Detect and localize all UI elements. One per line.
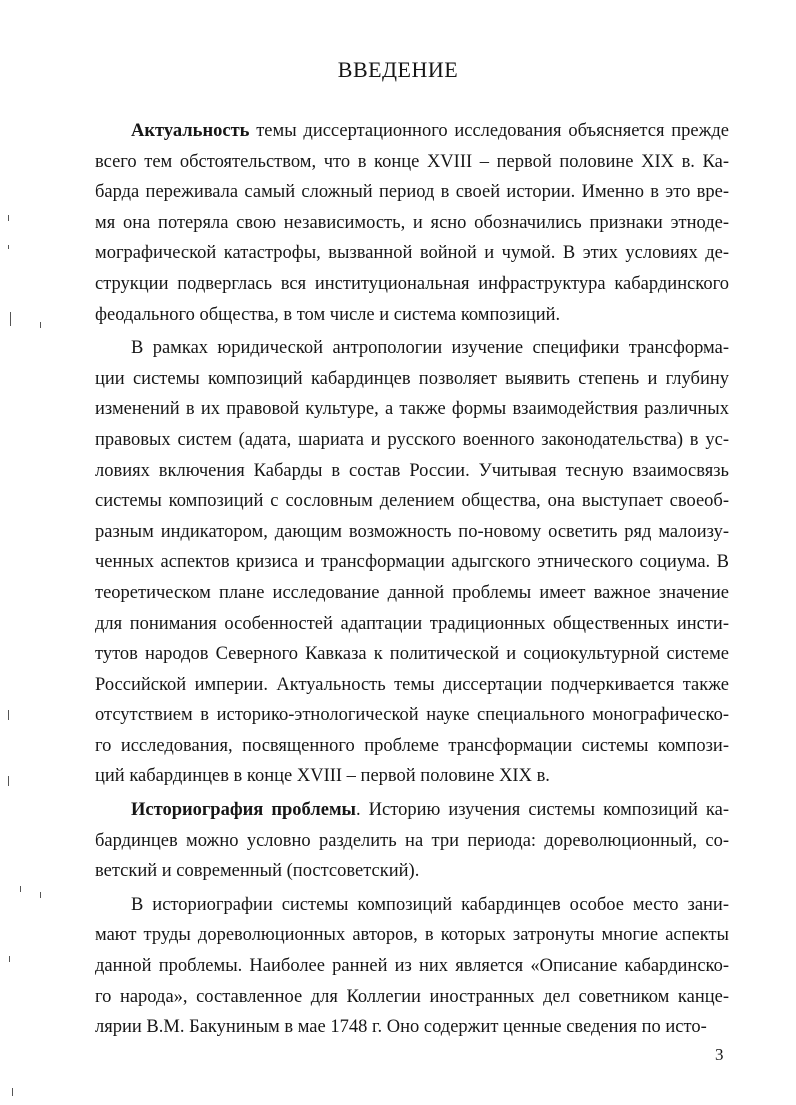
line-text: го народа», составленное для Коллегии иностранных дел советником канце-: [95, 986, 729, 1007]
line-text: бардинцев можно условно разделить на три периода: дореволюционный, со-: [95, 830, 729, 851]
text-line: [95, 300, 729, 331]
line-text: феодального общества, в том числе и система композиций.: [95, 304, 561, 325]
line-text: струкции подверглась вся институциональная инфраструктура кабардинского: [95, 273, 729, 294]
line-text: разным индикатором, дающим возможность по-новому осветить ряд малоизу-: [95, 521, 729, 542]
text-line: [95, 578, 729, 609]
line-text: В рамках юридической антропологии изучение специфики трансформа-: [131, 338, 729, 359]
text-line: [95, 486, 729, 517]
text-line: [95, 147, 729, 178]
line-text: мают труды дореволюционных авторов, в которых затронуты многие аспекты: [95, 925, 729, 946]
line-text: . Историю изучения системы композиций ка-: [355, 800, 729, 821]
line-text: мя она потеряла свою независимость, и ясно обозначились признаки этноде-: [95, 212, 729, 233]
text-line: [95, 920, 729, 951]
bold-term: Актуальность: [131, 121, 250, 141]
line-text: данной проблемы. Наиболее ранней из них является «Описание кабардинско-: [95, 956, 729, 977]
text-line: [95, 890, 729, 921]
text-line: [95, 1012, 729, 1043]
line-text: отсутствием в историко-этнологической науке специального монографическо-: [95, 705, 729, 726]
scan-speck: [8, 776, 9, 786]
line-text: Российской империи. Актуальность темы диссертации подчеркивается также: [95, 674, 729, 695]
paragraph-p1: [95, 116, 729, 330]
scan-speck: [12, 1088, 13, 1096]
text-line: [95, 425, 729, 456]
line-text: В историографии системы композиций кабардинцев особое место зани-: [131, 894, 729, 915]
scan-speck: [8, 710, 9, 720]
paragraph-p3: [95, 795, 729, 887]
scan-speck: [40, 322, 41, 328]
text-line: [95, 238, 729, 269]
text-line: [95, 856, 729, 887]
body-text: [95, 116, 729, 1043]
text-line: [95, 609, 729, 640]
line-text: мографической катастрофы, вызванной войной и чумой. В этих условиях де-: [95, 243, 729, 264]
scan-speck: [10, 312, 11, 326]
line-text: го исследования, посвященного проблеме трансформации системы компози-: [95, 735, 729, 756]
text-line: [95, 761, 729, 792]
line-text: ловиях включения Кабарды в состав России. Учитывая тесную взаимосвязь: [95, 460, 729, 481]
line-text: лярии В.М. Бакуниным в мае 1748 г. Оно содержит ценные сведения по исто-: [95, 1017, 707, 1038]
text-line: [95, 982, 729, 1013]
line-text: ций кабардинцев в конце XVIII – первой половине XIX в.: [95, 766, 550, 787]
text-line: [95, 795, 729, 826]
scan-speck: [40, 892, 41, 898]
text-line: [95, 394, 729, 425]
text-line: [95, 208, 729, 239]
paragraph-p2: [95, 333, 729, 792]
paragraph-p4: [95, 890, 729, 1043]
line-text: ции системы композиций кабардинцев позволяет выявить степень и глубину: [95, 368, 729, 389]
line-text: для понимания особенностей адаптации традиционных общественных инсти-: [95, 613, 729, 634]
text-line: [95, 456, 729, 487]
text-line: [95, 639, 729, 670]
text-line: [95, 116, 729, 147]
line-text: барда переживала самый сложный период в своей истории. Именно в это вре-: [95, 182, 729, 203]
scan-speck: [9, 956, 10, 962]
scan-speck: [8, 245, 9, 249]
text-line: [95, 700, 729, 731]
line-text: темы диссертационного исследования объясняется прежде: [249, 121, 729, 141]
bold-term: Историография проблемы: [131, 800, 356, 821]
text-line: [95, 333, 729, 364]
line-text: тутов народов Северного Кавказа к политической и социокультурной системе: [95, 644, 729, 665]
text-line: [95, 731, 729, 762]
text-line: [95, 177, 729, 208]
line-text: системы композиций с сословным делением общества, она выступает своеоб-: [95, 491, 729, 512]
line-text: всего тем обстоятельством, что в конце XVIII – первой половине XIX в. Ка-: [95, 151, 729, 172]
text-line: [95, 517, 729, 548]
scan-speck: [8, 215, 9, 221]
page-title: ВВЕДЕНИЕ: [337, 57, 459, 82]
text-line: [95, 364, 729, 395]
page-number: 3: [715, 1045, 724, 1064]
line-text: правовых систем (адата, шариата и русского военного законодательства) в ус-: [95, 429, 729, 450]
line-text: ченных аспектов кризиса и трансформации адыгского этнического социума. В: [95, 552, 729, 573]
text-line: [95, 826, 729, 857]
line-text: ветский и современный (постсоветский).: [95, 861, 420, 882]
text-line: [95, 547, 729, 578]
text-line: [95, 269, 729, 300]
line-text: теоретическом плане исследование данной проблемы имеет важное значение: [95, 582, 729, 603]
scan-speck: [20, 886, 21, 892]
text-line: [95, 670, 729, 701]
text-line: [95, 951, 729, 982]
line-text: изменений в их правовой культуре, а также формы взаимодействия различных: [95, 399, 729, 420]
